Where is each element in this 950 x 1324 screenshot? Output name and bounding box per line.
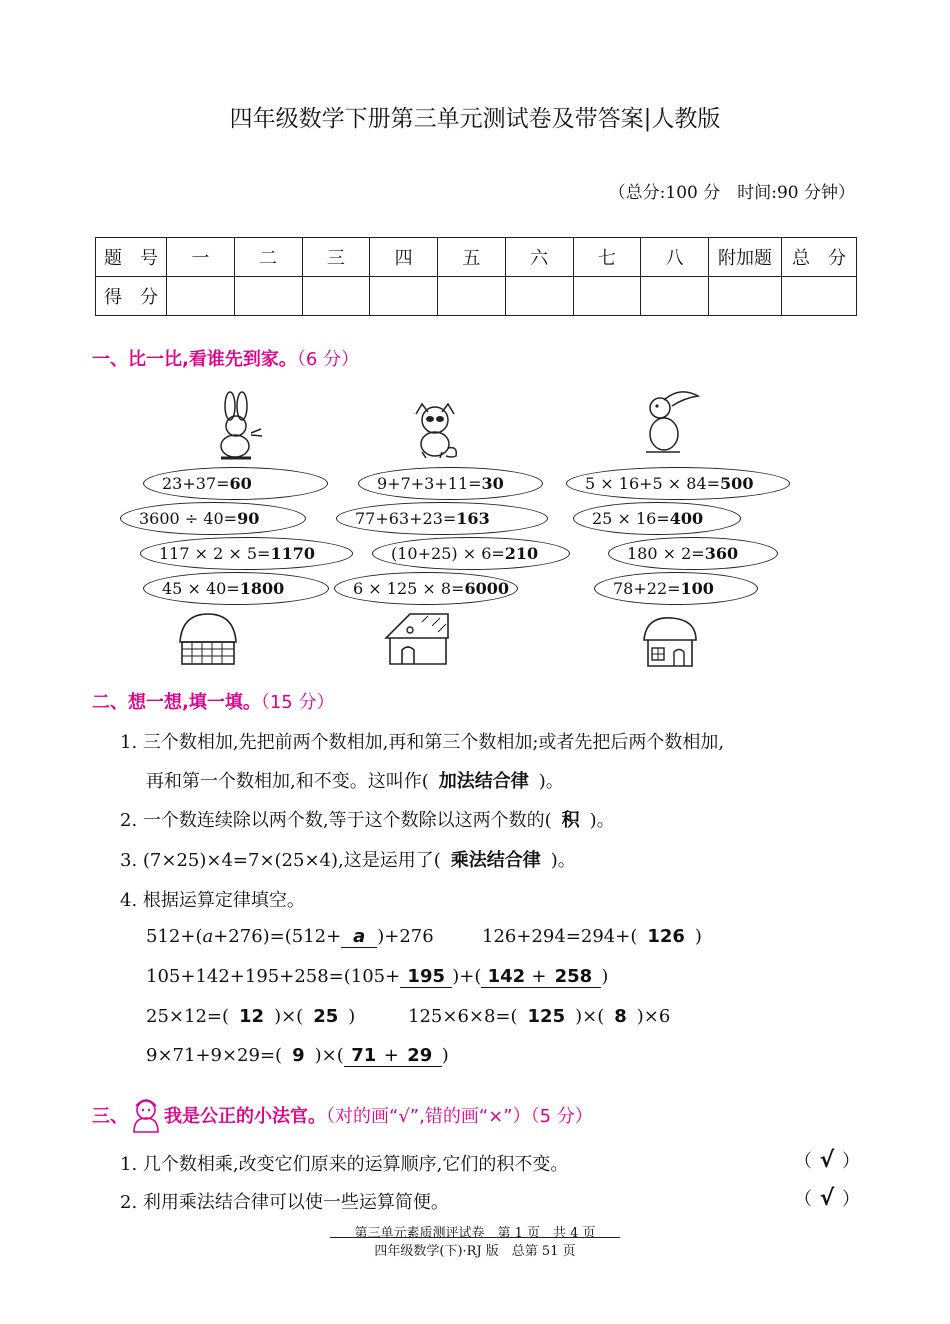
- expression-text: 78+22=: [613, 579, 681, 598]
- equation-text: )×6: [636, 1006, 671, 1027]
- score-cell[interactable]: [167, 277, 235, 316]
- plus-sign: +: [531, 966, 547, 987]
- expression-answer: 163: [456, 509, 490, 528]
- score-table-score-row: [96, 277, 857, 316]
- expression-text: 25 × 16=: [592, 509, 670, 528]
- judge-question-1: 1. 几个数相乘,改变它们原来的运算顺序,它们的积不变。: [120, 1154, 569, 1175]
- race-expression: [573, 502, 741, 535]
- question-text: 2. 一个数连续除以两个数,等于这个数除以这两个数的(: [120, 810, 552, 831]
- answer-text: 8: [614, 1006, 627, 1027]
- score-cell[interactable]: [573, 277, 641, 316]
- score-cell[interactable]: [302, 277, 370, 316]
- answer-text: 9: [292, 1045, 305, 1066]
- answer-text: 126: [647, 926, 685, 947]
- race-expression: [608, 537, 778, 570]
- score-col: 六: [505, 238, 573, 277]
- question-text: )。: [550, 850, 576, 871]
- score-cell[interactable]: [709, 277, 782, 316]
- expression-text: 23+37=: [162, 474, 230, 493]
- check-mark: √: [819, 1148, 835, 1173]
- equation-text: 25×12=(: [146, 1006, 229, 1027]
- section3-heading: [92, 1098, 593, 1134]
- fill-row-3a: [146, 1006, 355, 1027]
- hut-icon: [172, 610, 244, 668]
- expression-text: 5 × 16+5 × 84=: [585, 474, 721, 493]
- race-expression: [372, 537, 570, 570]
- score-info: （总分:100 分 时间:90 分钟）: [608, 183, 855, 203]
- expression-text: 45 × 40=: [162, 579, 240, 598]
- race-expression: [140, 537, 353, 570]
- question-text: )。: [589, 810, 615, 831]
- score-table-row-label: 题 号: [96, 238, 167, 277]
- question-4: 4. 根据运算定律填空。: [120, 890, 305, 911]
- score-cell[interactable]: [438, 277, 506, 316]
- answer-blank: 71: [344, 1045, 384, 1067]
- equation-text: ): [694, 926, 702, 947]
- question-text: )。: [538, 771, 564, 792]
- race-expression: [336, 502, 548, 535]
- judge-answer-1: （ √ ）: [794, 1148, 860, 1173]
- section1-title: 一、比一比,看谁先到家。: [92, 349, 297, 370]
- race-expression: [143, 467, 328, 500]
- equation-text: )×(: [274, 1006, 304, 1027]
- equation-text: ): [348, 1006, 356, 1027]
- expression-text: 3600 ÷ 40=: [139, 509, 238, 528]
- expression-answer: 60: [229, 474, 252, 493]
- expression-answer: 6000: [464, 579, 509, 598]
- rabbit-icon: [205, 388, 265, 460]
- expression-answer: 30: [481, 474, 504, 493]
- expression-answer: 360: [704, 544, 739, 563]
- race-expression: [594, 572, 758, 605]
- question-1-line2: [146, 767, 564, 793]
- score-col: 五: [438, 238, 506, 277]
- expression-answer: 400: [669, 509, 704, 528]
- fill-row-1b: [482, 926, 702, 947]
- section1-heading: [92, 345, 359, 371]
- score-col: 附加题: [709, 238, 782, 277]
- question-text: 3. (7×25)×4=7×(25×4),这是运用了(: [120, 850, 441, 871]
- race-expression: [358, 467, 543, 500]
- score-cell[interactable]: [234, 277, 302, 316]
- answer-blank: 142: [481, 966, 531, 988]
- question-3: [120, 846, 576, 872]
- fill-row-3b: [408, 1006, 670, 1027]
- section3-instructions: （对的画“√”,错的画“×”）（5 分）: [326, 1106, 593, 1127]
- equation-text: ): [601, 966, 609, 987]
- question-1-line1: 1. 三个数相加,先把前两个数相加,再和第三个数相加;或者先把后两个数相加,: [120, 732, 725, 753]
- score-col: 四: [370, 238, 438, 277]
- equation-text: )×(: [314, 1045, 344, 1066]
- raccoon-icon: [408, 402, 463, 460]
- section3-number: 三、: [92, 1106, 128, 1127]
- score-cell[interactable]: [505, 277, 573, 316]
- equation-text: )+276: [377, 926, 434, 947]
- question-2: [120, 806, 615, 832]
- footer-divider: [330, 1237, 620, 1238]
- equation-text: ): [441, 1045, 449, 1066]
- expression-answer: 1170: [270, 544, 315, 563]
- expression-text: (10+25) × 6=: [391, 544, 505, 563]
- expression-answer: 90: [237, 509, 260, 528]
- judge-answer-2: （ √ ）: [794, 1186, 860, 1211]
- judge-icon: [128, 1098, 164, 1134]
- expression-answer: 210: [504, 544, 539, 563]
- race-expression: [566, 467, 790, 500]
- expression-text: 6 × 125 × 8=: [353, 579, 465, 598]
- fill-row-2: [146, 966, 608, 988]
- expression-answer: 1800: [239, 579, 285, 598]
- score-col: 总 分: [782, 238, 857, 277]
- score-col: 三: [302, 238, 370, 277]
- section3-title: 我是公正的小法官。: [164, 1106, 326, 1127]
- answer-blank: a: [341, 926, 377, 948]
- fill-row-1a: [146, 926, 434, 948]
- score-col: 七: [573, 238, 641, 277]
- answer-text: 乘法结合律: [450, 850, 541, 871]
- expression-answer: 100: [680, 579, 714, 598]
- equation-text: 512+(: [146, 926, 203, 947]
- expression-text: 180 × 2=: [627, 544, 705, 563]
- equation-text: 9×71+9×29=(: [146, 1045, 283, 1066]
- equation-text: )+(: [452, 966, 482, 987]
- score-cell[interactable]: [641, 277, 709, 316]
- fill-row-4: [146, 1045, 449, 1067]
- equation-text: )×(: [575, 1006, 605, 1027]
- plus-sign: +: [383, 1045, 399, 1066]
- equation-text: +276)=(512+: [213, 926, 342, 947]
- section2-points: （15 分）: [260, 692, 335, 713]
- score-table-row-label: 得 分: [96, 277, 167, 316]
- section2-heading: [92, 688, 334, 714]
- variable-text: a: [202, 926, 214, 947]
- check-mark: √: [819, 1186, 835, 1211]
- answer-blank: 195: [400, 966, 452, 988]
- footer-page-info: 第三单元素质测评试卷 第 1 页 共 4 页: [354, 1226, 596, 1241]
- score-col: 二: [234, 238, 302, 277]
- score-cell[interactable]: [782, 277, 857, 316]
- answer-blank: 258: [545, 966, 601, 988]
- rabbit-sitting-icon: [640, 388, 702, 458]
- expression-answer: 500: [720, 474, 754, 493]
- expression-text: 117 × 2 × 5=: [159, 544, 271, 563]
- mushroom-house-icon: [640, 614, 700, 670]
- answer-text: 25: [313, 1006, 339, 1027]
- score-table: [95, 237, 857, 316]
- equation-text: 126+294=294+(: [482, 926, 638, 947]
- race-expression: [120, 502, 306, 535]
- score-table-header-row: [96, 238, 857, 277]
- answer-text: 12: [239, 1006, 265, 1027]
- question-text: 再和第一个数相加,和不变。这叫作(: [146, 771, 429, 792]
- answer-text: 加法结合律: [438, 771, 529, 792]
- race-expression: [143, 572, 329, 605]
- house-icon: [382, 610, 452, 668]
- judge-question-2: 2. 利用乘法结合律可以使一些运算简便。: [120, 1192, 449, 1213]
- expression-text: 9+7+3+11=: [377, 474, 482, 493]
- section1-points: （6 分）: [296, 349, 360, 370]
- score-col: 八: [641, 238, 709, 277]
- race-expression: [334, 572, 518, 605]
- equation-text: 125×6×8=(: [408, 1006, 518, 1027]
- expression-text: 77+63+23=: [355, 509, 457, 528]
- equation-text: 105+142+195+258=(105+: [146, 966, 401, 987]
- answer-blank: 29: [398, 1045, 442, 1067]
- section2-title: 二、想一想,填一填。: [92, 692, 261, 713]
- answer-text: 积: [561, 810, 580, 831]
- score-col: 一: [167, 238, 235, 277]
- page-title: 四年级数学下册第三单元测试卷及带答案|人教版: [229, 106, 721, 132]
- score-cell[interactable]: [370, 277, 438, 316]
- answer-text: 125: [527, 1006, 566, 1027]
- footer-book-info: 四年级数学(下)·RJ 版 总第 51 页: [374, 1244, 576, 1259]
